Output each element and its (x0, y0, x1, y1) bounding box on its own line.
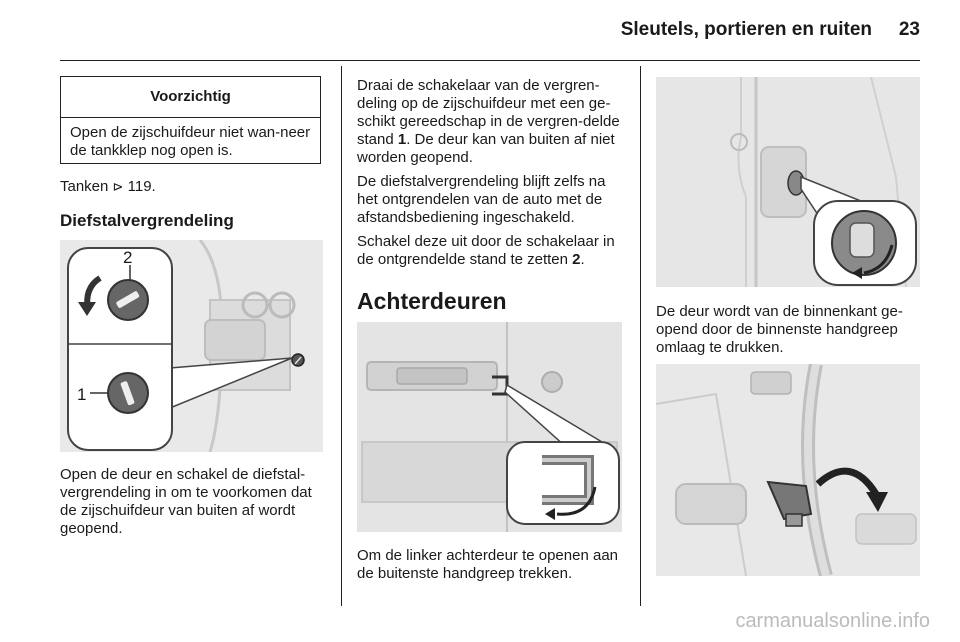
figure-sliding-door-lock (656, 77, 920, 287)
disable-text-a: Schakel deze uit door de schakelaar in de ontgrendelde stand te zetten (357, 233, 615, 268)
figure-label-1: 1 (77, 385, 87, 404)
figure-anti-theft-lock (60, 240, 323, 452)
figure-label-2: 2 (123, 248, 133, 267)
warning-text: Open de zijschuifdeur niet wan-neer de tankklep nog open is. (70, 124, 311, 159)
header-rule (60, 60, 920, 61)
column-2-text (357, 77, 625, 275)
disable-paragraph (357, 233, 625, 269)
anti-theft-paragraph: Open de deur en schakel de diefstal-vergrendeling in om te voorkomen dat de zijschuifdeur van buiten af wordt geopend. (60, 466, 312, 537)
refuel-reference (60, 178, 322, 197)
column-divider-2 (640, 66, 641, 606)
rear-door-paragraph: Om de linker achterdeur te openen aan de buitenste handgreep trekken. (357, 547, 618, 582)
section-heading-rear-doors: Achterdeuren (357, 288, 507, 314)
unlock-position-2: 2 (572, 251, 581, 268)
inside-handle-paragraph: De deur wordt van de binnenkant ge-opend door de binnenste handgreep omlaag te drukken. (656, 303, 903, 356)
refuel-text: Tanken (60, 178, 109, 195)
lock-switch-text-a: Draai de schakelaar van de vergren-deling op de zijschuifdeur met een ge-schikt gereedschap in de vergren-delde stand (357, 77, 620, 148)
page-number: 23 (898, 19, 920, 40)
lock-switch-text-c: . De deur kan van buiten af niet worden geopend. (357, 131, 615, 166)
figure-rear-door-handle (357, 322, 622, 532)
warning-title: Voorzichtig (61, 77, 320, 118)
refuel-page-link[interactable]: 119. (127, 178, 156, 195)
watermark: carmanualsonline.info (735, 610, 930, 632)
page-header-title: Sleutels, portieren en ruiten (620, 19, 872, 40)
remains-active-paragraph: De diefstalvergrendeling blijft zelfs na het ontgrendelen van de auto met de afstandsbediening ingeschakeld. (357, 173, 606, 226)
lock-position-1: 1 (397, 131, 407, 148)
figure-inside-handle (656, 364, 920, 576)
section-heading-anti-theft: Diefstalvergrendeling (60, 211, 234, 230)
page-reference-icon: ⊳ (112, 180, 124, 195)
warning-box (60, 76, 321, 164)
lock-switch-paragraph (357, 77, 625, 167)
disable-text-c: . (580, 251, 585, 268)
column-divider-1 (341, 66, 342, 606)
